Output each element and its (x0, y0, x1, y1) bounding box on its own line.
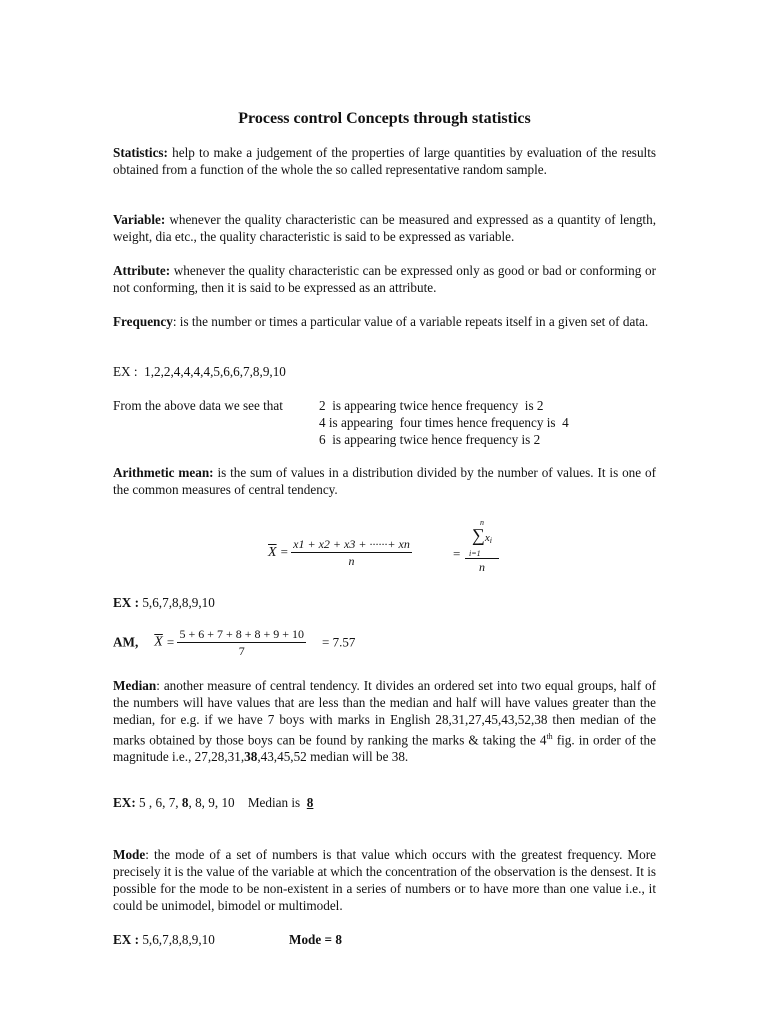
am-label: AM, (113, 634, 139, 650)
page-title: Process control Concepts through statistics (238, 110, 531, 127)
am-fraction (177, 626, 306, 659)
am-denominator: 7 (238, 644, 245, 658)
median-example-post: , 8, 9, 10 Median is (188, 795, 307, 810)
mean-text: is the sum of values in a distribution divided by the number of values. It is one of the common measures of central tendency. (113, 465, 656, 497)
median-example-pre: 5 , 6, 7, (135, 795, 182, 810)
median-highlight: 38 (244, 749, 258, 765)
sum-upper-limit: n (480, 518, 484, 527)
statistics-paragraph (113, 144, 656, 178)
mean-numerator: x1 + x2 + x3 + ······+ xn (293, 537, 410, 551)
frequency-example: EX : 1,2,2,4,4,4,4,5,6,6,7,8,9,10 (113, 364, 286, 379)
am-result: = 7.57 (322, 634, 356, 650)
median-example-label: EX: (113, 795, 136, 810)
mean-fraction (291, 536, 412, 569)
sum-lower-limit: i=1 (465, 549, 499, 559)
mean-example-values: 5,6,7,8,8,9,10 (139, 595, 215, 610)
mean-denominator: n (348, 554, 355, 568)
variable-term: Variable: (113, 212, 166, 227)
attribute-term: Attribute: (113, 263, 171, 278)
mode-text: : the mode of a set of numbers is that value which occurs with the greatest frequency. More precisely it is the value of the variable at which the concentration of the observation is the densest. It is possible for the mode to be non-existent in a series of numbers or to have more than one value i.e., it could be unimodel, bimodel or multimodel. (113, 847, 656, 913)
frequency-row: 6 is appearing twice hence frequency is 2 (319, 432, 541, 447)
mean-paragraph (113, 464, 656, 498)
median-example (113, 794, 313, 811)
median-paragraph (113, 677, 656, 765)
mode-paragraph (113, 846, 656, 914)
mode-result: Mode = 8 (289, 932, 342, 947)
frequency-term: Frequency (113, 314, 173, 329)
mode-example-values: 5,6,7,8,8,9,10 (139, 932, 215, 947)
frequency-lead: From the above data we see that (113, 398, 287, 413)
median-value: 8 (306, 795, 314, 810)
sum-term-sub: i (489, 536, 492, 545)
frequency-text: : is the number or times a particular value of a variable repeats itself in a given set of data. (172, 314, 649, 329)
statistics-text: help to make a judgement of the properties of large quantities by evaluation of the results obtained from a function of the whole the so called representative random sample. (113, 145, 656, 177)
frequency-paragraph (113, 313, 656, 330)
am-numerator: 5 + 6 + 7 + 8 + 8 + 9 + 10 (179, 627, 305, 641)
attribute-paragraph (113, 262, 656, 296)
mode-example-label: EX : (113, 932, 140, 947)
statistics-term: Statistics: (113, 145, 168, 160)
xbar-symbol: $\overline{X}$ (268, 545, 277, 561)
mode-example (113, 931, 215, 948)
median-example-bold: 8 (181, 795, 189, 810)
median-text-end: ,43,45,52 median will be 38. (257, 749, 409, 765)
mean-example (113, 594, 215, 611)
am-formula: AM, $\overline{X}$ = $\frac{5 + 6 + 7 + 8 + 8 + 9 + 10}{7}$ = 7.57 (113, 627, 356, 658)
variable-text: whenever the quality characteristic can be measured and expressed as a quantity of length, weight, dia etc., the quality characteristic is said to be expressed as variable. (113, 212, 656, 244)
median-superscript: th (546, 732, 553, 741)
median-text-continued: fig. in order of the magnitude i.e., 27,28,31, (113, 732, 656, 765)
mean-term: Arithmetic mean: (113, 465, 214, 480)
frequency-row: 2 is appearing twice hence frequency is 2 (319, 398, 544, 413)
sum-denominator: n (479, 560, 485, 574)
attribute-text: whenever the quality characteristic can be expressed only as good or bad or conforming or not conforming, then it is said to be expressed as an attribute. (113, 263, 656, 295)
sigma-symbol: ∑ (472, 525, 485, 545)
variable-paragraph (113, 211, 656, 245)
am-xbar-symbol: $\overline{X}$ (154, 634, 163, 650)
mode-term: Mode (113, 847, 146, 862)
frequency-row: 4 is appearing four times hence frequency is 4 (319, 415, 569, 430)
median-text: : another measure of central tendency. It divides an ordered set into two equal groups, half of the numbers will have values that are less than the median and half will have values greater than the median, for e.g. if we have 7 boys with marks in English 28,31,27,45,43,52,38 then median of the marks obtained by those boys can be found by ranking the marks & taking the 4 (113, 678, 656, 748)
median-term: Median (113, 678, 157, 693)
sum-fraction (465, 518, 499, 575)
sum-term: x (484, 532, 490, 544)
mean-formula: $\overline{X}$ = $\frac{x1 + x2 + x3 + \cdot\cdot\cdot\cdot\cdot\cdot+ xn}{n}$ (268, 537, 410, 568)
mean-example-label: EX : (113, 595, 140, 610)
